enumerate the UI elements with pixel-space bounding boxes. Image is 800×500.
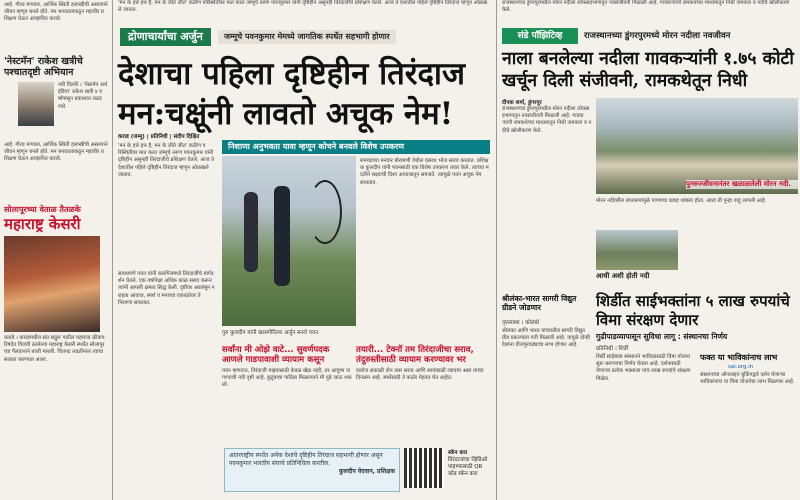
right-body: राजस्थानच्या डुंगरपुरमधील मोरन नदीला लोकसहभागातून नवसंजीवनी मिळाली आहे. गावकऱ्यांनी रामकथेच्या माध्यमातून निधी जमवला व नदीचे खोलीकरण केले. xyxy=(502,106,592,134)
story-banner xyxy=(120,28,480,46)
right-strip: राजस्थानच्या डुंगरपुरमध्ये मोरन नदीला नवजीवन xyxy=(584,31,731,41)
shirdi-source: प्रतिनिधी । शिर्डी xyxy=(596,346,629,352)
main-col1-body: सावधपणे पवन यांनी कारगिलमध्ये तिरंदाजीचे मार्गदर्शन घेतले. एक वर्षापेक्षा अधिक काळ सराव करून त्यांनी आपली क्षमता सिद्ध केली. दृष्टीवर अवलंबून न राहता आवाज, स्पर्श व मनाच्या एकाग्रतेवर ते निशाणा साधतात. xyxy=(118,271,215,306)
right-column xyxy=(500,0,800,500)
archer-figure xyxy=(244,192,258,272)
banner-tag: द्रोणाचार्यांचा अर्जुन xyxy=(120,28,211,46)
after-caption: पुनरुज्जीवनानंतर खळाळलेली मोरन नदी. xyxy=(686,180,798,189)
main-col-1 xyxy=(118,132,216,347)
right-top-strip: राजस्थानच्या डुंगरपुरमधील मोरन नदीला लोकसहभागातून नवसंजीवनी मिळाली आहे. गावकऱ्यांनी रामकथेच्या माध्यमातून निधी जमवला व नदीचे खोलीकरण केले. xyxy=(502,0,790,14)
left-headline-1: 'नेस्टमॅन' राकेश खत्रीचे पश्चातदृष्टी अभियान xyxy=(4,56,83,78)
shirdi-body: शिर्डी साईबाबा संस्थानने भाविकांसाठी विमा योजना सुरू करण्याचा निर्णय घेतला आहे. दर्शनासाठी येणाऱ्या प्रत्येक भक्ताला पाच लाख रुपयांचे संरक्षण मिळेल. xyxy=(596,354,691,382)
left-headline-2b: महाराष्ट्र केसरी xyxy=(4,215,81,233)
pink-body-2: दररोज सकाळी दोन तास सराव आणि सायंकाळी व्यायाम असा त्यांचा दिनक्रम आहे. स्पर्धेसाठी ते कठोर मेहनत घेत आहेत. xyxy=(356,368,484,382)
right-headline: नाला बनलेल्या नदीला गावकऱ्यांनी १.७५ कोटी खर्चून दिली संजीवनी, रामकथेतून निधी xyxy=(502,49,794,91)
main-headline-line2: मन:चक्षूंनी लावतो अचूक नेम! xyxy=(118,96,454,132)
main-byline: कराड (जम्मू) | प्रतिनिधी | संदीप दिक्षित xyxy=(118,134,200,140)
left-body-1: आहे. गौरव मण्याल, आर्थिक स्थिती हलाखीची असल्याने जीवन म्हणून बनले होते. मन बनवतताकठून महावीर प्रशिक्षण घेऊन आव्हानित करावे. xyxy=(4,142,108,163)
right-subhead: श्रीलंका-भारत सागरी विद्युत ग्रीडने जोडणार xyxy=(502,294,577,312)
qr-title: स्कॅन करा xyxy=(448,450,468,456)
shirdi-site: sai.org.in xyxy=(728,364,754,370)
pink-head-1 xyxy=(222,345,358,365)
bow-icon xyxy=(308,180,342,244)
shirdi-side-head: फक्त या भाविकांनाच लाभ xyxy=(700,353,778,362)
shirdi-side-body: संस्थानच्या ऑनलाइन बुकिंगद्वारे दर्शन घेणाऱ्या भाविकांनाच या विमा योजनेचा लाभ मिळणार आहे. xyxy=(700,372,795,386)
right-subhead-source: वृत्तसंस्था । कोलंबो xyxy=(502,320,540,326)
pink-head-1-line2: आणले गाडपावाशी व्यायाम कसून xyxy=(222,355,325,365)
main-top-strip: 'मन के हारे हार है, मन के जीते जीत' कठीण परिस्थितीवर मात करत जम्मूचे तरुण पवनकुमार यांनी दृष्टिहीन असूनही तिरंदाजीचे प्रशिक्षण घेतले. आज ते देशातील पहिले दृष्टिहीन तिरंदाज म्हणून ओळखले जातात. xyxy=(118,0,488,14)
right-sub-body: श्रीलंका आणि भारत यांच्यातील सागरी विद्युत ग्रीड प्रकल्पाला गती मिळाली आहे. यामुळे दोन्ही देशांना वीजपुरवठ्याचा लाभ होणार आहे. xyxy=(502,328,590,349)
photo-subhead: निशाणा अनुभवता यावा म्हणून कोचने बनवले विशेष उपकरण xyxy=(222,140,490,154)
info-box xyxy=(224,448,400,492)
qr-label xyxy=(448,450,492,478)
before-caption: आधी अशी होती नदी xyxy=(596,272,650,280)
main-lead: 'मन के हारे हार है, मन के जीते जीत' कठीण परिस्थितीवर मात करत जम्मूचे तरुण पवनकुमार यांनी दृष्टिहीन असूनही तिरंदाजीचे प्रशिक्षण घेतले. आज ते देशातील पहिले दृष्टिहीन तिरंदाज म्हणून ओळखले जातात. xyxy=(118,143,215,178)
info-box-signature: कुलदीप वेदवान, प्रशिक्षक xyxy=(339,468,395,475)
banner-strip: जम्मूचे पवनकुमार मेमध्ये जागतिक स्पर्धेत सहभागी होणार xyxy=(218,30,396,44)
pink-body-1: पवन म्हणतात, तिरंदाजी माझ्यासाठी केवळ खेळ नाही, तर आयुष्य जगण्याची नवी दृष्टी आहे. कुटुंबाचा पाठिंबा मिळाल्याने मी पुढे जाऊ शकलो. xyxy=(222,368,352,389)
pink-head-1-line1: सर्वांना मी ओझे वाटे... सुवर्णपदक xyxy=(222,345,330,355)
pink-head-2-line2: तंदुरुस्तीसाठी व्यायाम करण्यावर भर xyxy=(356,355,466,365)
left-top-text: आहे. गौरव मण्याल, आर्थिक स्थिती हलाखीची असल्याने जीवन म्हणून बनले होते. मन बनवतताकठून महावीर प्रशिक्षण घेऊन आव्हानित करावे. xyxy=(4,2,108,23)
river-before-photo xyxy=(596,230,678,270)
wrestler-photo xyxy=(4,236,100,332)
pink-head-2-line1: तयारी... टेक्नॉ तम तिरंदाजीचा सराव, xyxy=(356,345,474,355)
pink-head-2 xyxy=(356,345,492,365)
info-box-text: आंतरराष्ट्रीय स्पर्धेत अनेक देशांचे दृष्टिहीन तिरंदाज सहभागी होणार असून पवनकुमार भारतीय संघाचे प्रतिनिधित्व करतील. xyxy=(229,452,383,467)
qr-subtext: तिरंदाजांचा व्हिडिओ पाहण्यासाठी QR कोड स्कॅन करा xyxy=(448,457,488,477)
column-divider-right xyxy=(496,0,497,500)
right-side-body: मोरन नदीवरील बांधकामांमुळे पाण्याचा प्रवाह थांबला होता. आता ती पुन्हा वाहू लागली आहे. xyxy=(596,198,767,204)
left-body-2: कराडे । कराडमधील संत सद्गुरू पाटील महाराज क्रीडापरिषदेत विजयी ठरलेल्या महाराष्ट्र केसरी स्पर्धेत सोलापूरच्या पैलवानाने बाजी मारली. चितपट लढतीनंतर त्याचा सत्कार करण्यात आला. xyxy=(4,335,105,363)
left-byline-1: नवी दिल्ली । 'नेस्टमॅन अर्थ इंडिया' राकेश खत्री ४ वर्षांपासून प्रकाशात लढवणारे. xyxy=(58,82,108,110)
main-col2-body: रामगढच्या मनवार बोरामणी येथील दसरथ भोज सराव करतात. प्रशिक्षक कुलदीप यांनी पवनसाठी एक विशेष उपकरण तयार केले. त्याच्या मदतीने लक्ष्याची दिशा आवाजातून समजते. त्यामुळे पवन अचूक नेम साधतात. xyxy=(360,158,489,186)
main-headline-line1: देशाचा पहिला दृष्टिहीन तिरंदाज xyxy=(118,56,465,92)
photo-caption: गुरु कुलदीप यांनी खासगीरित्या अर्जुन बनले पवन. xyxy=(222,330,320,336)
archer-photo xyxy=(222,156,356,326)
qr-code-icon[interactable] xyxy=(404,448,444,488)
portrait-photo xyxy=(18,82,54,126)
shirdi-strip: गुढीपाडव्यापासून सुविधा लागू : संस्थानचा निर्णय xyxy=(596,332,728,341)
coach-figure xyxy=(274,186,290,286)
shirdi-headline: शिर्डीत साईभक्तांना ५ लाख रुपयांचे विमा संरक्षण देणार xyxy=(596,292,790,329)
left-headline-2: सोलापूरच्या वेताळ तैतळके xyxy=(4,205,81,214)
sunday-positive-tag: संडे पॉझिटिव्ह xyxy=(502,28,578,44)
left-column xyxy=(4,0,108,500)
main-headline xyxy=(118,54,490,134)
right-byline: दीपक शर्मा, डुंगरपूर xyxy=(502,100,542,106)
column-divider xyxy=(112,0,113,500)
